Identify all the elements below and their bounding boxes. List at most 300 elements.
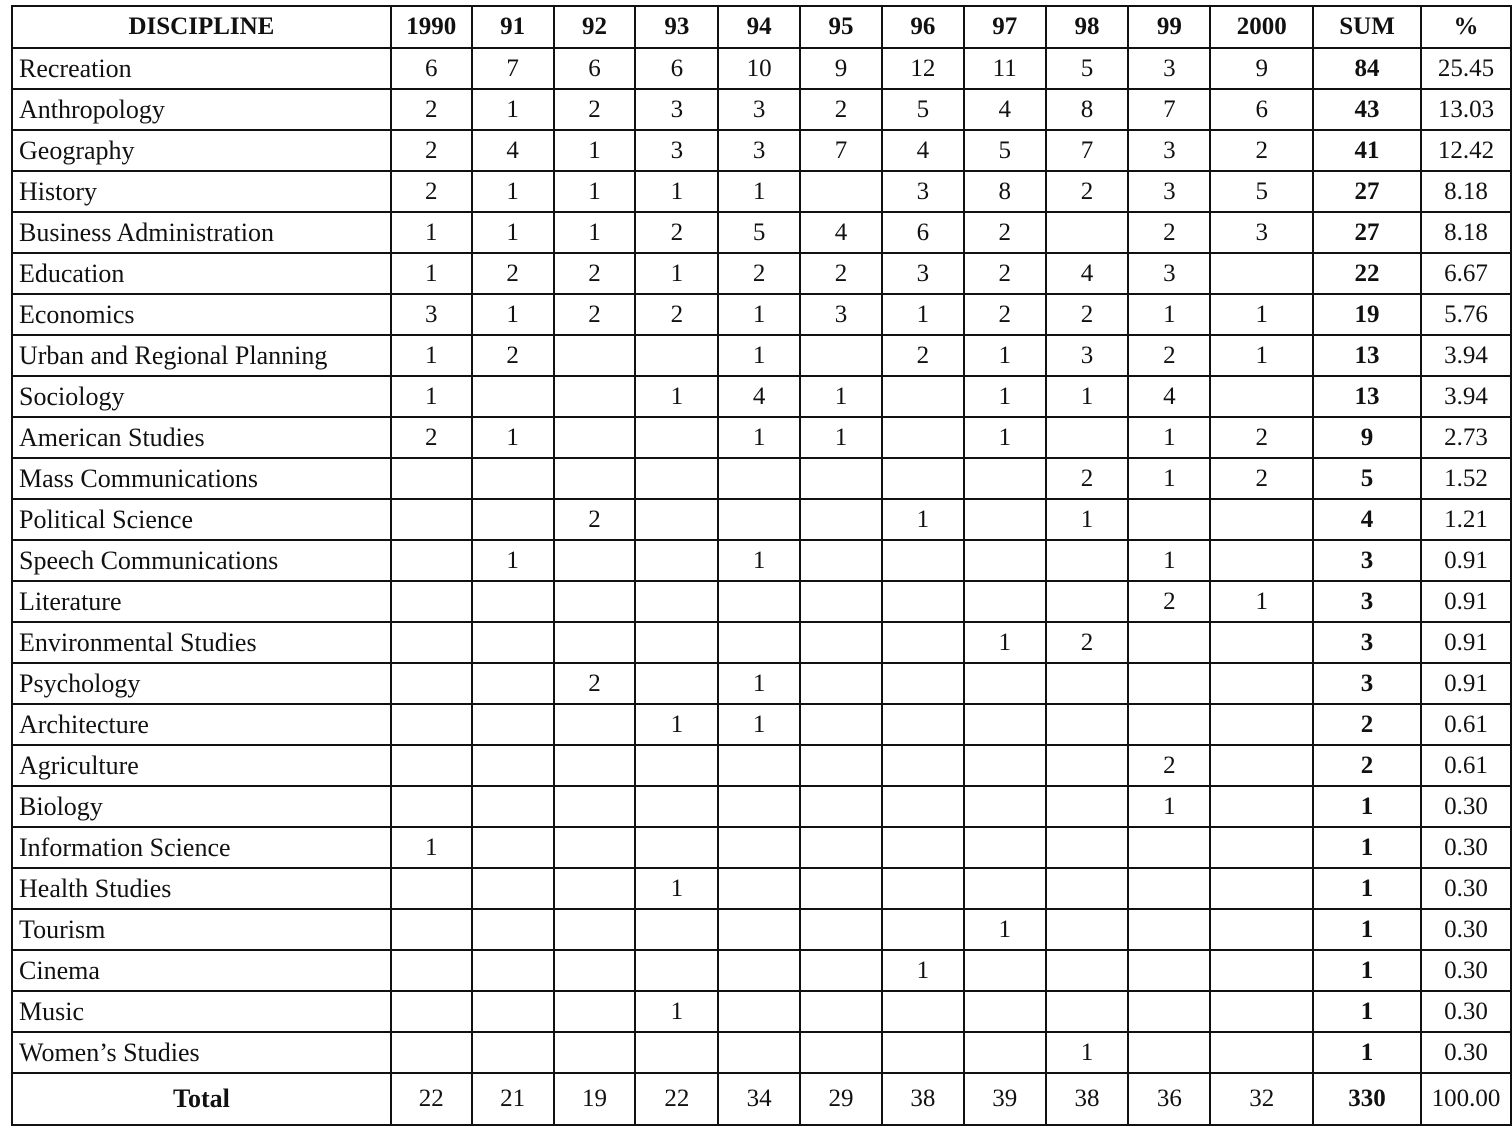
year-count-cell xyxy=(472,499,554,540)
table-row xyxy=(12,130,1511,171)
year-count-cell: 1 xyxy=(1046,499,1129,540)
column-header: 1990 xyxy=(391,6,472,48)
year-count-cell: 3 xyxy=(1210,212,1313,253)
year-count-cell: 2 xyxy=(554,253,636,294)
year-count-cell xyxy=(1128,950,1210,991)
year-count-cell: 6 xyxy=(882,212,964,253)
year-count-cell xyxy=(800,581,882,622)
year-count-cell xyxy=(964,827,1046,868)
year-count-cell: 4 xyxy=(964,89,1046,130)
year-count-cell: 7 xyxy=(800,130,882,171)
table-row xyxy=(12,540,1511,581)
table-row xyxy=(12,499,1511,540)
year-count-cell xyxy=(472,868,554,909)
table-row xyxy=(12,622,1511,663)
year-count-cell: 5 xyxy=(718,212,800,253)
year-count-cell xyxy=(882,786,964,827)
header-row xyxy=(12,6,1511,48)
percent-cell: 0.91 xyxy=(1421,622,1511,663)
table-row xyxy=(12,581,1511,622)
year-count-cell xyxy=(635,622,718,663)
year-count-cell: 2 xyxy=(964,253,1046,294)
year-count-cell xyxy=(964,540,1046,581)
year-count-cell xyxy=(1046,663,1129,704)
year-count-cell xyxy=(1128,704,1210,745)
year-count-cell xyxy=(1046,581,1129,622)
year-count-cell: 2 xyxy=(635,294,718,335)
percent-cell: 5.76 xyxy=(1421,294,1511,335)
year-count-cell: 1 xyxy=(800,417,882,458)
year-count-cell xyxy=(800,335,882,376)
year-count-cell xyxy=(554,786,636,827)
percent-cell: 1.52 xyxy=(1421,458,1511,499)
year-count-cell xyxy=(1210,950,1313,991)
year-count-cell xyxy=(1128,622,1210,663)
year-count-cell xyxy=(1128,499,1210,540)
total-year-cell: 22 xyxy=(635,1073,718,1125)
year-count-cell: 2 xyxy=(391,417,472,458)
table-row xyxy=(12,1032,1511,1073)
year-count-cell xyxy=(800,786,882,827)
year-count-cell: 1 xyxy=(391,376,472,417)
year-count-cell xyxy=(554,827,636,868)
table-row xyxy=(12,294,1511,335)
discipline-cell: Mass Communications xyxy=(12,458,391,499)
year-count-cell: 1 xyxy=(1128,294,1210,335)
sum-cell: 1 xyxy=(1313,827,1421,868)
column-header: 97 xyxy=(964,6,1046,48)
year-count-cell xyxy=(472,991,554,1032)
year-count-cell xyxy=(391,991,472,1032)
year-count-cell xyxy=(1210,991,1313,1032)
year-count-cell: 4 xyxy=(1046,253,1129,294)
discipline-cell: Cinema xyxy=(12,950,391,991)
sum-cell: 84 xyxy=(1313,48,1421,89)
year-count-cell: 3 xyxy=(391,294,472,335)
year-count-cell xyxy=(1128,663,1210,704)
year-count-cell: 1 xyxy=(1046,1032,1129,1073)
year-count-cell: 10 xyxy=(718,48,800,89)
year-count-cell: 2 xyxy=(1128,212,1210,253)
total-percent-cell: 100.00 xyxy=(1421,1073,1511,1125)
sum-cell: 1 xyxy=(1313,909,1421,950)
year-count-cell xyxy=(554,991,636,1032)
sum-cell: 2 xyxy=(1313,745,1421,786)
year-count-cell: 1 xyxy=(964,376,1046,417)
table-row xyxy=(12,89,1511,130)
discipline-cell: Environmental Studies xyxy=(12,622,391,663)
percent-cell: 1.21 xyxy=(1421,499,1511,540)
year-count-cell xyxy=(1046,786,1129,827)
year-count-cell: 1 xyxy=(554,212,636,253)
year-count-cell: 6 xyxy=(554,48,636,89)
year-count-cell xyxy=(472,1032,554,1073)
year-count-cell: 1 xyxy=(472,417,554,458)
year-count-cell: 2 xyxy=(554,89,636,130)
year-count-cell xyxy=(964,458,1046,499)
year-count-cell: 2 xyxy=(1046,622,1129,663)
year-count-cell xyxy=(391,786,472,827)
year-count-cell xyxy=(391,704,472,745)
sum-cell: 43 xyxy=(1313,89,1421,130)
year-count-cell xyxy=(1046,417,1129,458)
year-count-cell xyxy=(882,1032,964,1073)
year-count-cell xyxy=(1046,212,1129,253)
year-count-cell: 1 xyxy=(718,663,800,704)
table-row xyxy=(12,48,1511,89)
year-count-cell: 2 xyxy=(1128,745,1210,786)
year-count-cell xyxy=(1128,827,1210,868)
sum-cell: 1 xyxy=(1313,1032,1421,1073)
year-count-cell xyxy=(554,540,636,581)
percent-cell: 8.18 xyxy=(1421,212,1511,253)
year-count-cell: 3 xyxy=(718,130,800,171)
year-count-cell xyxy=(472,581,554,622)
year-count-cell xyxy=(1046,745,1129,786)
year-count-cell xyxy=(964,499,1046,540)
year-count-cell xyxy=(718,909,800,950)
year-count-cell xyxy=(1210,376,1313,417)
year-count-cell: 1 xyxy=(472,294,554,335)
column-header: 99 xyxy=(1128,6,1210,48)
year-count-cell xyxy=(882,704,964,745)
year-count-cell: 1 xyxy=(635,704,718,745)
discipline-cell: Music xyxy=(12,991,391,1032)
year-count-cell xyxy=(964,950,1046,991)
discipline-cell: Literature xyxy=(12,581,391,622)
percent-cell: 0.30 xyxy=(1421,909,1511,950)
percent-cell: 25.45 xyxy=(1421,48,1511,89)
year-count-cell xyxy=(472,622,554,663)
year-count-cell: 3 xyxy=(1046,335,1129,376)
year-count-cell xyxy=(554,458,636,499)
year-count-cell xyxy=(635,335,718,376)
percent-cell: 0.30 xyxy=(1421,991,1511,1032)
year-count-cell xyxy=(964,581,1046,622)
year-count-cell xyxy=(800,1032,882,1073)
year-count-cell: 1 xyxy=(1128,540,1210,581)
year-count-cell xyxy=(554,376,636,417)
year-count-cell: 8 xyxy=(964,171,1046,212)
year-count-cell xyxy=(635,663,718,704)
column-header-discipline: DISCIPLINE xyxy=(12,6,391,48)
total-year-cell: 34 xyxy=(718,1073,800,1125)
year-count-cell xyxy=(1210,663,1313,704)
year-count-cell: 4 xyxy=(882,130,964,171)
year-count-cell: 3 xyxy=(800,294,882,335)
table-row xyxy=(12,786,1511,827)
year-count-cell: 1 xyxy=(391,335,472,376)
year-count-cell xyxy=(635,950,718,991)
year-count-cell: 11 xyxy=(964,48,1046,89)
sum-cell: 27 xyxy=(1313,171,1421,212)
year-count-cell: 1 xyxy=(635,991,718,1032)
sum-cell: 3 xyxy=(1313,663,1421,704)
year-count-cell xyxy=(882,581,964,622)
year-count-cell xyxy=(800,663,882,704)
discipline-cell: Women’s Studies xyxy=(12,1032,391,1073)
sum-cell: 2 xyxy=(1313,704,1421,745)
year-count-cell xyxy=(635,827,718,868)
year-count-cell xyxy=(1128,868,1210,909)
year-count-cell: 2 xyxy=(882,335,964,376)
year-count-cell xyxy=(800,540,882,581)
year-count-cell: 1 xyxy=(635,171,718,212)
sum-cell: 27 xyxy=(1313,212,1421,253)
year-count-cell xyxy=(391,540,472,581)
total-row xyxy=(12,1073,1511,1125)
total-year-cell: 21 xyxy=(472,1073,554,1125)
column-header: 91 xyxy=(472,6,554,48)
percent-cell: 0.30 xyxy=(1421,950,1511,991)
year-count-cell: 8 xyxy=(1046,89,1129,130)
year-count-cell: 2 xyxy=(472,253,554,294)
total-year-cell: 32 xyxy=(1210,1073,1313,1125)
year-count-cell xyxy=(800,868,882,909)
table-row xyxy=(12,950,1511,991)
year-count-cell: 2 xyxy=(718,253,800,294)
percent-cell: 0.61 xyxy=(1421,745,1511,786)
year-count-cell xyxy=(882,458,964,499)
year-count-cell: 2 xyxy=(554,663,636,704)
discipline-cell: Speech Communications xyxy=(12,540,391,581)
year-count-cell: 1 xyxy=(718,540,800,581)
year-count-cell xyxy=(635,581,718,622)
year-count-cell xyxy=(800,458,882,499)
year-count-cell: 1 xyxy=(1210,581,1313,622)
sum-cell: 3 xyxy=(1313,581,1421,622)
year-count-cell xyxy=(554,950,636,991)
year-count-cell xyxy=(472,376,554,417)
percent-cell: 0.30 xyxy=(1421,786,1511,827)
column-header: 98 xyxy=(1046,6,1129,48)
sum-cell: 13 xyxy=(1313,335,1421,376)
year-count-cell xyxy=(718,622,800,663)
year-count-cell xyxy=(718,499,800,540)
year-count-cell xyxy=(554,622,636,663)
year-count-cell: 1 xyxy=(964,417,1046,458)
discipline-cell: Biology xyxy=(12,786,391,827)
year-count-cell: 5 xyxy=(1046,48,1129,89)
table-row xyxy=(12,704,1511,745)
total-label: Total xyxy=(12,1073,391,1125)
sum-cell: 4 xyxy=(1313,499,1421,540)
year-count-cell xyxy=(1210,909,1313,950)
year-count-cell: 3 xyxy=(635,130,718,171)
discipline-cell: Health Studies xyxy=(12,868,391,909)
year-count-cell xyxy=(472,786,554,827)
year-count-cell xyxy=(1046,950,1129,991)
column-header: % xyxy=(1421,6,1511,48)
sum-cell: 1 xyxy=(1313,868,1421,909)
percent-cell: 8.18 xyxy=(1421,171,1511,212)
year-count-cell xyxy=(391,950,472,991)
year-count-cell xyxy=(635,417,718,458)
column-header: 93 xyxy=(635,6,718,48)
year-count-cell: 1 xyxy=(1210,335,1313,376)
year-count-cell xyxy=(472,827,554,868)
year-count-cell xyxy=(882,622,964,663)
year-count-cell: 2 xyxy=(1046,458,1129,499)
year-count-cell: 1 xyxy=(882,294,964,335)
year-count-cell: 3 xyxy=(718,89,800,130)
column-header: 94 xyxy=(718,6,800,48)
year-count-cell: 7 xyxy=(1128,89,1210,130)
year-count-cell: 2 xyxy=(391,130,472,171)
year-count-cell xyxy=(718,786,800,827)
year-count-cell: 1 xyxy=(1128,417,1210,458)
year-count-cell: 3 xyxy=(1128,253,1210,294)
year-count-cell: 5 xyxy=(1210,171,1313,212)
year-count-cell xyxy=(1210,499,1313,540)
year-count-cell xyxy=(800,745,882,786)
year-count-cell: 2 xyxy=(635,212,718,253)
year-count-cell xyxy=(718,458,800,499)
year-count-cell xyxy=(964,786,1046,827)
year-count-cell: 3 xyxy=(1128,130,1210,171)
year-count-cell xyxy=(391,868,472,909)
total-sum-cell: 330 xyxy=(1313,1073,1421,1125)
year-count-cell xyxy=(718,1032,800,1073)
year-count-cell: 7 xyxy=(472,48,554,89)
year-count-cell xyxy=(718,745,800,786)
year-count-cell xyxy=(472,458,554,499)
year-count-cell: 2 xyxy=(1210,417,1313,458)
year-count-cell xyxy=(1046,827,1129,868)
discipline-cell: Recreation xyxy=(12,48,391,89)
year-count-cell: 1 xyxy=(472,171,554,212)
sum-cell: 9 xyxy=(1313,417,1421,458)
table-row xyxy=(12,991,1511,1032)
year-count-cell: 2 xyxy=(1210,130,1313,171)
year-count-cell xyxy=(635,745,718,786)
table-row xyxy=(12,663,1511,704)
year-count-cell: 3 xyxy=(1128,171,1210,212)
year-count-cell xyxy=(1210,1032,1313,1073)
year-count-cell xyxy=(882,827,964,868)
year-count-cell: 2 xyxy=(391,171,472,212)
year-count-cell: 12 xyxy=(882,48,964,89)
percent-cell: 0.91 xyxy=(1421,540,1511,581)
discipline-cell: Political Science xyxy=(12,499,391,540)
percent-cell: 0.30 xyxy=(1421,827,1511,868)
year-count-cell: 4 xyxy=(800,212,882,253)
year-count-cell xyxy=(882,540,964,581)
year-count-cell: 1 xyxy=(472,540,554,581)
total-year-cell: 29 xyxy=(800,1073,882,1125)
table-row xyxy=(12,171,1511,212)
year-count-cell xyxy=(800,499,882,540)
year-count-cell xyxy=(1128,1032,1210,1073)
year-count-cell xyxy=(554,868,636,909)
year-count-cell: 6 xyxy=(1210,89,1313,130)
total-year-cell: 38 xyxy=(1046,1073,1129,1125)
year-count-cell xyxy=(882,909,964,950)
discipline-cell: Information Science xyxy=(12,827,391,868)
year-count-cell xyxy=(800,622,882,663)
percent-cell: 12.42 xyxy=(1421,130,1511,171)
year-count-cell xyxy=(1210,253,1313,294)
year-count-cell: 1 xyxy=(554,130,636,171)
year-count-cell xyxy=(1210,786,1313,827)
column-header: 96 xyxy=(882,6,964,48)
year-count-cell xyxy=(964,704,1046,745)
year-count-cell xyxy=(800,909,882,950)
sum-cell: 3 xyxy=(1313,622,1421,663)
sum-cell: 13 xyxy=(1313,376,1421,417)
year-count-cell xyxy=(1046,868,1129,909)
year-count-cell xyxy=(635,499,718,540)
discipline-cell: Economics xyxy=(12,294,391,335)
year-count-cell: 4 xyxy=(1128,376,1210,417)
year-count-cell: 1 xyxy=(800,376,882,417)
year-count-cell xyxy=(882,991,964,1032)
year-count-cell xyxy=(472,909,554,950)
percent-cell: 2.73 xyxy=(1421,417,1511,458)
year-count-cell xyxy=(554,745,636,786)
year-count-cell xyxy=(800,827,882,868)
column-header: SUM xyxy=(1313,6,1421,48)
year-count-cell xyxy=(964,663,1046,704)
year-count-cell xyxy=(718,581,800,622)
column-header: 92 xyxy=(554,6,636,48)
year-count-cell: 3 xyxy=(882,253,964,294)
year-count-cell: 5 xyxy=(882,89,964,130)
table-row xyxy=(12,417,1511,458)
discipline-cell: Tourism xyxy=(12,909,391,950)
year-count-cell xyxy=(800,704,882,745)
year-count-cell xyxy=(882,745,964,786)
year-count-cell xyxy=(391,745,472,786)
year-count-cell xyxy=(1128,991,1210,1032)
percent-cell: 13.03 xyxy=(1421,89,1511,130)
year-count-cell: 1 xyxy=(964,909,1046,950)
year-count-cell: 9 xyxy=(800,48,882,89)
year-count-cell xyxy=(391,622,472,663)
total-year-cell: 19 xyxy=(554,1073,636,1125)
year-count-cell xyxy=(391,581,472,622)
year-count-cell xyxy=(635,1032,718,1073)
year-count-cell xyxy=(718,950,800,991)
year-count-cell: 1 xyxy=(718,294,800,335)
total-year-cell: 38 xyxy=(882,1073,964,1125)
year-count-cell xyxy=(1046,540,1129,581)
year-count-cell xyxy=(1210,622,1313,663)
year-count-cell: 2 xyxy=(800,89,882,130)
year-count-cell: 1 xyxy=(554,171,636,212)
year-count-cell: 1 xyxy=(882,950,964,991)
table-row xyxy=(12,212,1511,253)
year-count-cell: 7 xyxy=(1046,130,1129,171)
year-count-cell xyxy=(882,376,964,417)
table-row xyxy=(12,745,1511,786)
year-count-cell: 2 xyxy=(1128,581,1210,622)
discipline-cell: Architecture xyxy=(12,704,391,745)
discipline-cell: Education xyxy=(12,253,391,294)
year-count-cell: 1 xyxy=(882,499,964,540)
year-count-cell: 1 xyxy=(1210,294,1313,335)
total-year-cell: 39 xyxy=(964,1073,1046,1125)
total-year-cell: 36 xyxy=(1128,1073,1210,1125)
year-count-cell: 1 xyxy=(472,89,554,130)
year-count-cell xyxy=(472,950,554,991)
column-header: 95 xyxy=(800,6,882,48)
table-body xyxy=(12,48,1511,1125)
year-count-cell: 2 xyxy=(1046,171,1129,212)
year-count-cell: 1 xyxy=(391,827,472,868)
year-count-cell: 3 xyxy=(1128,48,1210,89)
sum-cell: 3 xyxy=(1313,540,1421,581)
